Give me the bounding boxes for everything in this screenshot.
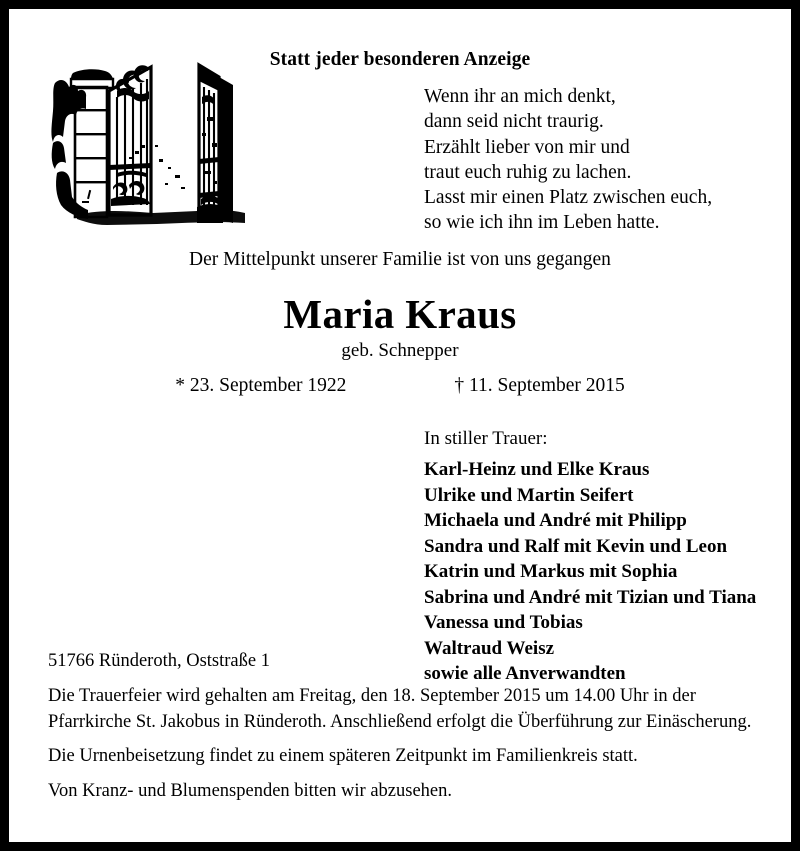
life-dates: [9, 374, 791, 398]
mourner-name: Sabrina und André mit Tizian und Tiana: [424, 586, 757, 608]
mourner-name: Vanessa und Tobias: [424, 612, 583, 633]
notice-footer: [48, 649, 773, 804]
mourner-name: Katrin und Markus mit Sophia: [424, 561, 678, 582]
mourners-intro: In stiller Trauer:: [424, 428, 548, 449]
poem-line: dann seid nicht traurig.: [424, 111, 604, 133]
deceased-maiden-name: geb. Schnepper: [341, 340, 459, 361]
mourner-name: sowie alle Anverwandten: [424, 663, 626, 684]
notice-top-area: [9, 9, 791, 289]
urn-burial-details: Die Urnenbeisetzung findet zu einem späteren Zeitpunkt im Familienkreis statt.: [48, 746, 638, 766]
mourner-name: Ulrike und Martin Seifert: [424, 484, 634, 506]
poem-line: so wie ich ihn im Leben hatte.: [424, 212, 660, 234]
open-wrought-iron-gate-illustration: [47, 47, 257, 239]
deceased-name: Maria Kraus: [283, 291, 517, 337]
death-date: † 11. September 2015: [454, 375, 625, 396]
mourners-section: [9, 426, 791, 687]
lead-line: Der Mittelpunkt unserer Familie ist von uns gegangen: [189, 249, 611, 270]
birth-date: * 23. September 1922: [175, 375, 347, 396]
notice-sheet: [9, 9, 791, 842]
poem-line: traut euch ruhig zu lachen.: [424, 161, 632, 183]
family-address: 51766 Ründeroth, Oststraße 1: [48, 651, 270, 671]
flowers-request: Von Kranz- und Blumenspenden bitten wir abzusehen.: [48, 780, 452, 801]
poem-line: Wenn ihr an mich denkt,: [424, 86, 616, 107]
poem-line: Lasst mir einen Platz zwischen euch,: [424, 187, 713, 209]
poem: [424, 84, 784, 236]
funeral-service-details: Die Trauerfeier wird gehalten am Freitag, den 18. September 2015 um 14.00 Uhr in der Pfarrkirche St. Jakobus in Ründeroth. Anschließend erfolgt die Überführung zur Einäscherung.: [48, 686, 752, 732]
mourner-name: Karl-Heinz und Elke Kraus: [424, 459, 650, 480]
deceased-name-block: [9, 291, 791, 398]
mourner-name: Michaela und André mit Philipp: [424, 510, 687, 531]
mourner-name: Sandra und Ralf mit Kevin und Leon: [424, 535, 728, 557]
headline: Statt jeder besonderen Anzeige: [269, 49, 531, 70]
poem-line: Erzählt lieber von mir und: [424, 136, 630, 158]
mourner-name: Waltraud Weisz: [424, 637, 555, 659]
